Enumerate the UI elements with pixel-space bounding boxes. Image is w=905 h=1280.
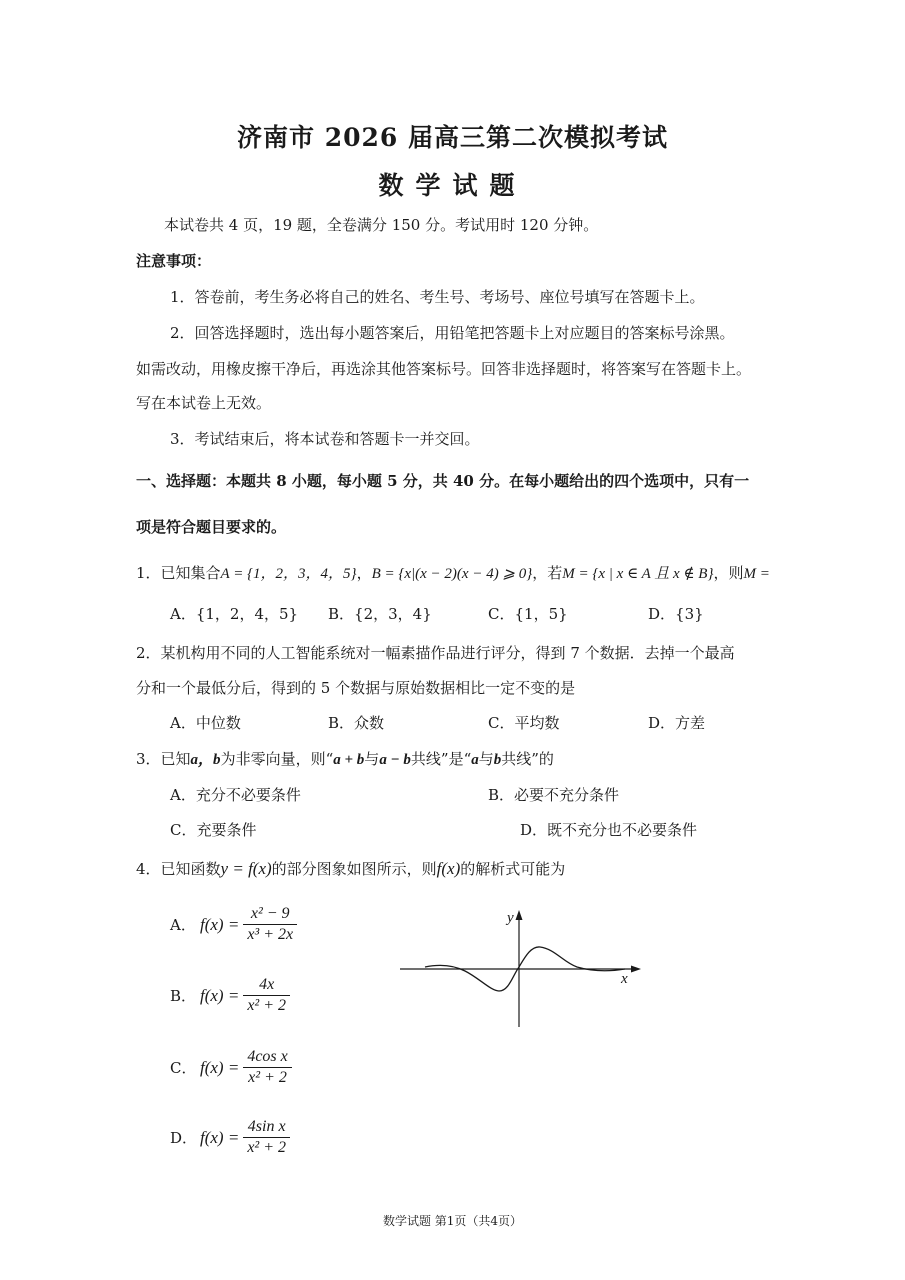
- q3-option-b: B．必要不充分条件: [488, 786, 620, 804]
- q4-option-b: B． f(x) = $\frac{4x}{\text{x² + 2}}$: [170, 976, 290, 1016]
- x-axis-label: x: [621, 971, 628, 987]
- section-1-line-2: 项是符合题目要求的。: [136, 518, 287, 536]
- question-2-line-1: 2．某机构用不同的人工智能系统对一幅素描作品进行评分，得到 7 个数据．去掉一个最高: [136, 644, 735, 662]
- notes-heading: 注意事项：: [136, 252, 212, 270]
- set-b: B = {x|(x − 2)(x − 4) ⩾ 0}: [371, 566, 533, 582]
- fraction: $\frac{\text{x² − 9}}{\text{x³ + 2x}}$: [243, 905, 297, 945]
- q4-option-c: C． f(x) = $\frac{\text{4cos x}}{\text{x² + 2}}$: [170, 1048, 292, 1088]
- note-2-line-1: 2．回答选择题时，选出每小题答案后，用铅笔把答题卡上对应题目的答案标号涂黑。: [170, 324, 735, 342]
- fraction: $\frac{\text{4sin x}}{\text{x² + 2}}$: [243, 1118, 290, 1158]
- section-1-line-1: 一、选择题：本题共 8 小题，每小题 5 分，共 40 分。在每小题给出的四个选项中，只有一: [136, 472, 750, 490]
- question-1-stem: 1．已知集合A = {1，2，3，4，5}，B = {x|(x − 2)(x − 4) ⩾ 0}，若M = {x | x ∈ A 且 x ∉ B}，则M =: [136, 564, 770, 582]
- note-3: 3．考试结束后，将本试卷和答题卡一并交回。: [170, 430, 480, 448]
- question-3-stem: 3．已知a，b为非零向量，则“a + b与a − b共线”是“a与b共线”的: [136, 750, 554, 768]
- question-4-stem: 4．已知函数y = f(x)的部分图象如图所示，则f(x)的解析式可能为: [136, 859, 566, 878]
- q4-option-a: A． f(x) = $\frac{\text{x² − 9}}{\text{x³ + 2x}}$: [170, 905, 297, 945]
- q4-option-d: D． f(x) = $\frac{\text{4sin x}}{\text{x² + 2}}$: [170, 1118, 290, 1158]
- y-axis-arrow: [516, 910, 523, 920]
- set-a: A = {1，2，3，4，5}: [220, 566, 357, 582]
- note-1: 1．答卷前，考生务必将自己的姓名、考生号、考场号、座位号填写在答题卡上。: [170, 288, 705, 306]
- function-graph: [395, 905, 650, 1035]
- exam-intro: 本试卷共 4 页，19 题，全卷满分 150 分。考试用时 120 分钟。: [164, 216, 599, 234]
- page-footer: 数学试题 第1页（共4页）: [382, 1214, 523, 1228]
- set-m: M = {x | x ∈ A 且 x ∉ B}: [562, 566, 714, 582]
- note-2-line-3: 写在本试卷上无效。: [136, 394, 272, 412]
- y-axis-label: y: [507, 910, 514, 926]
- exam-subtitle: 数学试题: [378, 171, 527, 200]
- q1-option-b: B．{2，3，4}: [328, 605, 432, 623]
- q2-option-b: B．众数: [328, 714, 385, 732]
- q3-option-c: C．充要条件: [170, 821, 257, 839]
- x-axis-arrow: [631, 966, 641, 973]
- fraction: $\frac{\text{4cos x}}{\text{x² + 2}}$: [243, 1048, 291, 1088]
- q1-option-a: A．{1，2，4，5}: [170, 605, 299, 623]
- q2-option-a: A．中位数: [170, 714, 241, 732]
- q2-option-d: D．方差: [648, 714, 706, 732]
- q2-option-c: C．平均数: [488, 714, 560, 732]
- fraction: $\frac{4x}{\text{x² + 2}}$: [243, 976, 290, 1016]
- q3-option-a: A．充分不必要条件: [170, 786, 301, 804]
- q1-option-d: D．{3}: [648, 605, 704, 623]
- question-2-line-2: 分和一个最低分后，得到的 5 个数据与原始数据相比一定不变的是: [136, 679, 576, 697]
- note-2-line-2: 如需改动，用橡皮擦干净后，再选涂其他答案标号。回答非选择题时，将答案写在答题卡上。: [136, 360, 752, 378]
- q1-option-c: C．{1，5}: [488, 605, 568, 623]
- exam-title: 济南市 2026 届高三第二次模拟考试: [237, 123, 668, 152]
- q3-option-d: D．既不充分也不必要条件: [520, 821, 698, 839]
